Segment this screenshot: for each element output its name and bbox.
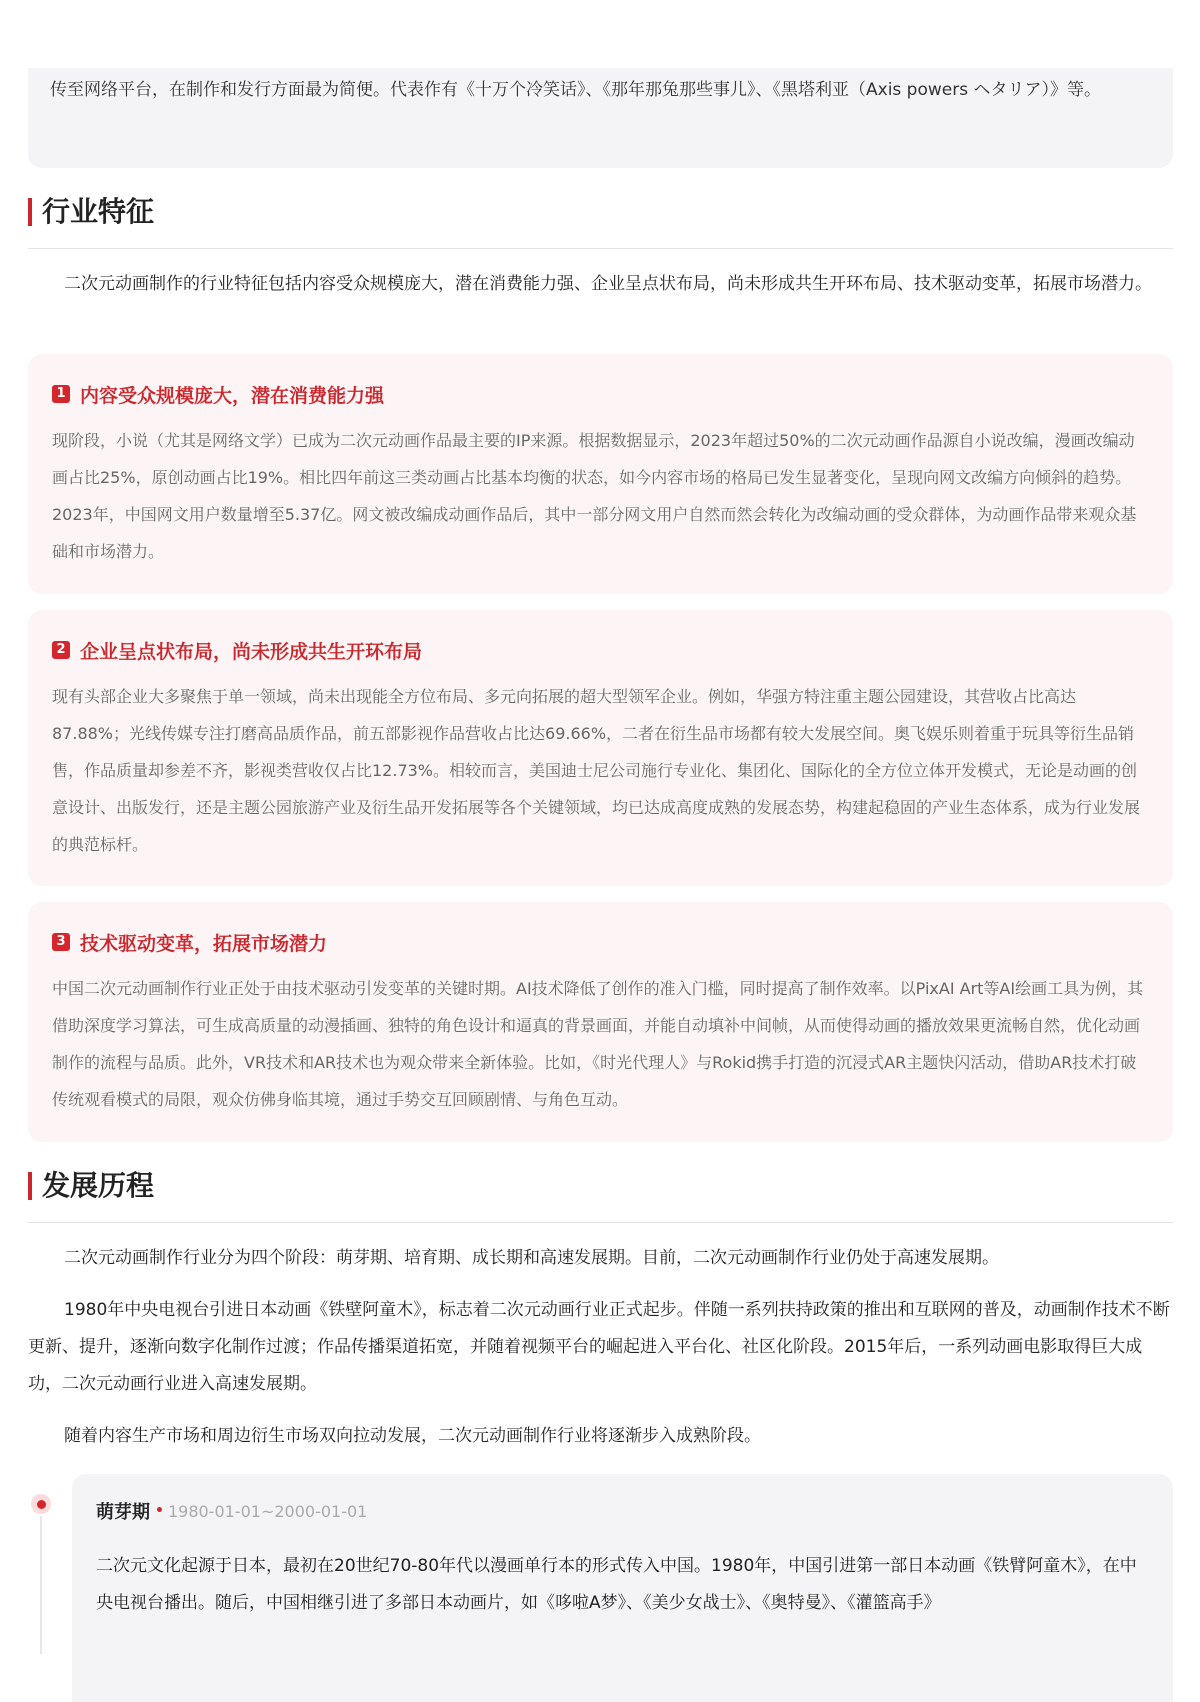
intro-box — [28, 68, 1173, 168]
number-badge: 3 — [52, 933, 70, 951]
industry-summary: 二次元动画制作的行业特征包括内容受众规模庞大，潜在消费能力强、企业呈点状布局，尚未形成共生开环布局、技术驱动变革，拓展市场潜力。 — [64, 274, 1152, 294]
history-paragraph-1: 二次元动画制作行业分为四个阶段：萌芽期、培育期、成长期和高速发展期。目前，二次元动画制作行业仍处于高速发展期。 — [64, 1248, 999, 1268]
feature-title: 内容受众规模庞大，潜在消费能力强 — [80, 384, 385, 407]
feature-card-header — [52, 924, 1149, 960]
heading-accent-bar — [28, 1172, 32, 1200]
stage-body: 二次元文化起源于日本，最初在20世纪70-80年代以漫画单行本的形式传入中国。1980年，中国引进第一部日本动画《铁臂阿童木》，在中央电视台播出。随后，中国相继引进了多部日本动画片，如《哆啦A梦》、《美少女战士》、《奥特曼》、《灌篮高手》 — [96, 1556, 1137, 1613]
feature-card-header — [52, 632, 1149, 668]
history-paragraph-3: 随着内容生产市场和周边衍生市场双向拉动发展，二次元动画制作行业将逐渐步入成熟阶段。 — [64, 1426, 761, 1446]
history-paragraph-2: 1980年中央电视台引进日本动画《铁壁阿童木》，标志着二次元动画行业正式起步。伴随一系列扶持政策的推出和互联网的普及，动画制作技术不断更新、提升，逐渐向数字化制作过渡；作品传播渠道拓宽，并随着视频平台的崛起进入平台化、社区化阶段。2015年后，一系列动画电影取得巨大成功，二次元动画行业进入高速发展期。 — [28, 1300, 1170, 1394]
feature-card-1 — [28, 354, 1173, 594]
feature-title: 企业呈点状布局，尚未形成共生开环布局 — [80, 640, 423, 663]
section-title: 发展历程 — [42, 1169, 155, 1202]
section-title: 行业特征 — [42, 195, 155, 228]
feature-card-header — [52, 376, 1149, 412]
feature-body: 现有头部企业大多聚焦于单一领域，尚未出现能全方位布局、多元向拓展的超大型领军企业。例如，华强方特注重主题公园建设，其营收占比高达87.88%；光线传媒专注打磨高品质作品，前五部影视作品营收占比达69.66%，二者在衍生品市场都有较大发展空间。奥飞娱乐则着重于玩具等衍生品销售，作品质量却参差不齐，影视类营收仅占比12.73%。相较而言，美国迪士尼公司施行专业化、集团化、国际化的全方位立体开发模式，无论是动画的创意设计、出版发行，还是主题公园旅游产业及衍生品开发拓展等各个关键领域，均已达成高度成熟的发展态势，构建起稳固的产业生态体系，成为行业发展的典范标杆。 — [52, 687, 1141, 854]
feature-title: 技术驱动变革，拓展市场潜力 — [80, 932, 328, 955]
timeline-dot-core — [37, 1500, 46, 1509]
stage-card — [72, 1474, 1173, 1702]
stage-header — [96, 1492, 1149, 1530]
feature-body: 现阶段，小说（尤其是网络文学）已成为二次元动画作品最主要的IP来源。根据数据显示，2023年超过50%的二次元动画作品源自小说改编，漫画改编动画占比25%，原创动画占比19%。相比四年前这三类动画占比基本均衡的状态，如今内容市场的格局已发生显著变化，呈现向网文改编方向倾斜的趋势。2023年，中国网文用户数量增至5.37亿。网文被改编成动画作品后，其中一部分网文用户自然而然会转化为改编动画的受众群体，为动画作品带来观众基础和市场潜力。 — [52, 431, 1137, 561]
divider — [28, 1222, 1173, 1223]
number-badge: 2 — [52, 641, 70, 659]
feature-card-2 — [28, 610, 1173, 886]
timeline-line — [40, 1516, 42, 1654]
stage-name: 萌芽期 — [96, 1502, 150, 1523]
number-badge: 1 — [52, 385, 70, 403]
intro-text: 传至网络平台，在制作和发行方面最为简便。代表作有《十万个冷笑话》、《那年那兔那些事儿》、《黑塔利亚（Axis powers ヘタリア）》等。 — [50, 80, 1101, 100]
heading-accent-bar — [28, 198, 32, 226]
timeline-dot — [31, 1494, 51, 1514]
stage-date: 1980-01-01~2000-01-01 — [167, 1501, 368, 1521]
separator-dot: • — [155, 1503, 164, 1519]
feature-body: 中国二次元动画制作行业正处于由技术驱动引发变革的关键时期。AI技术降低了创作的准入门槛，同时提高了制作效率。以PixAI Art等AI绘画工具为例，其借助深度学习算法，可生成高质量的动漫插画、独特的角色设计和逼真的背景画面，并能自动填补中间帧，从而使得动画的播放效果更流畅自然，优化动画制作的流程与品质。此外，VR技术和AR技术也为观众带来全新体验。比如，《时光代理人》与Rokid携手打造的沉浸式AR主题快闪活动，借助AR技术打破传统观看模式的局限，观众仿佛身临其境，通过手势交互回顾剧情、与角色互动。 — [52, 979, 1144, 1109]
divider — [28, 248, 1173, 249]
feature-card-3 — [28, 902, 1173, 1142]
